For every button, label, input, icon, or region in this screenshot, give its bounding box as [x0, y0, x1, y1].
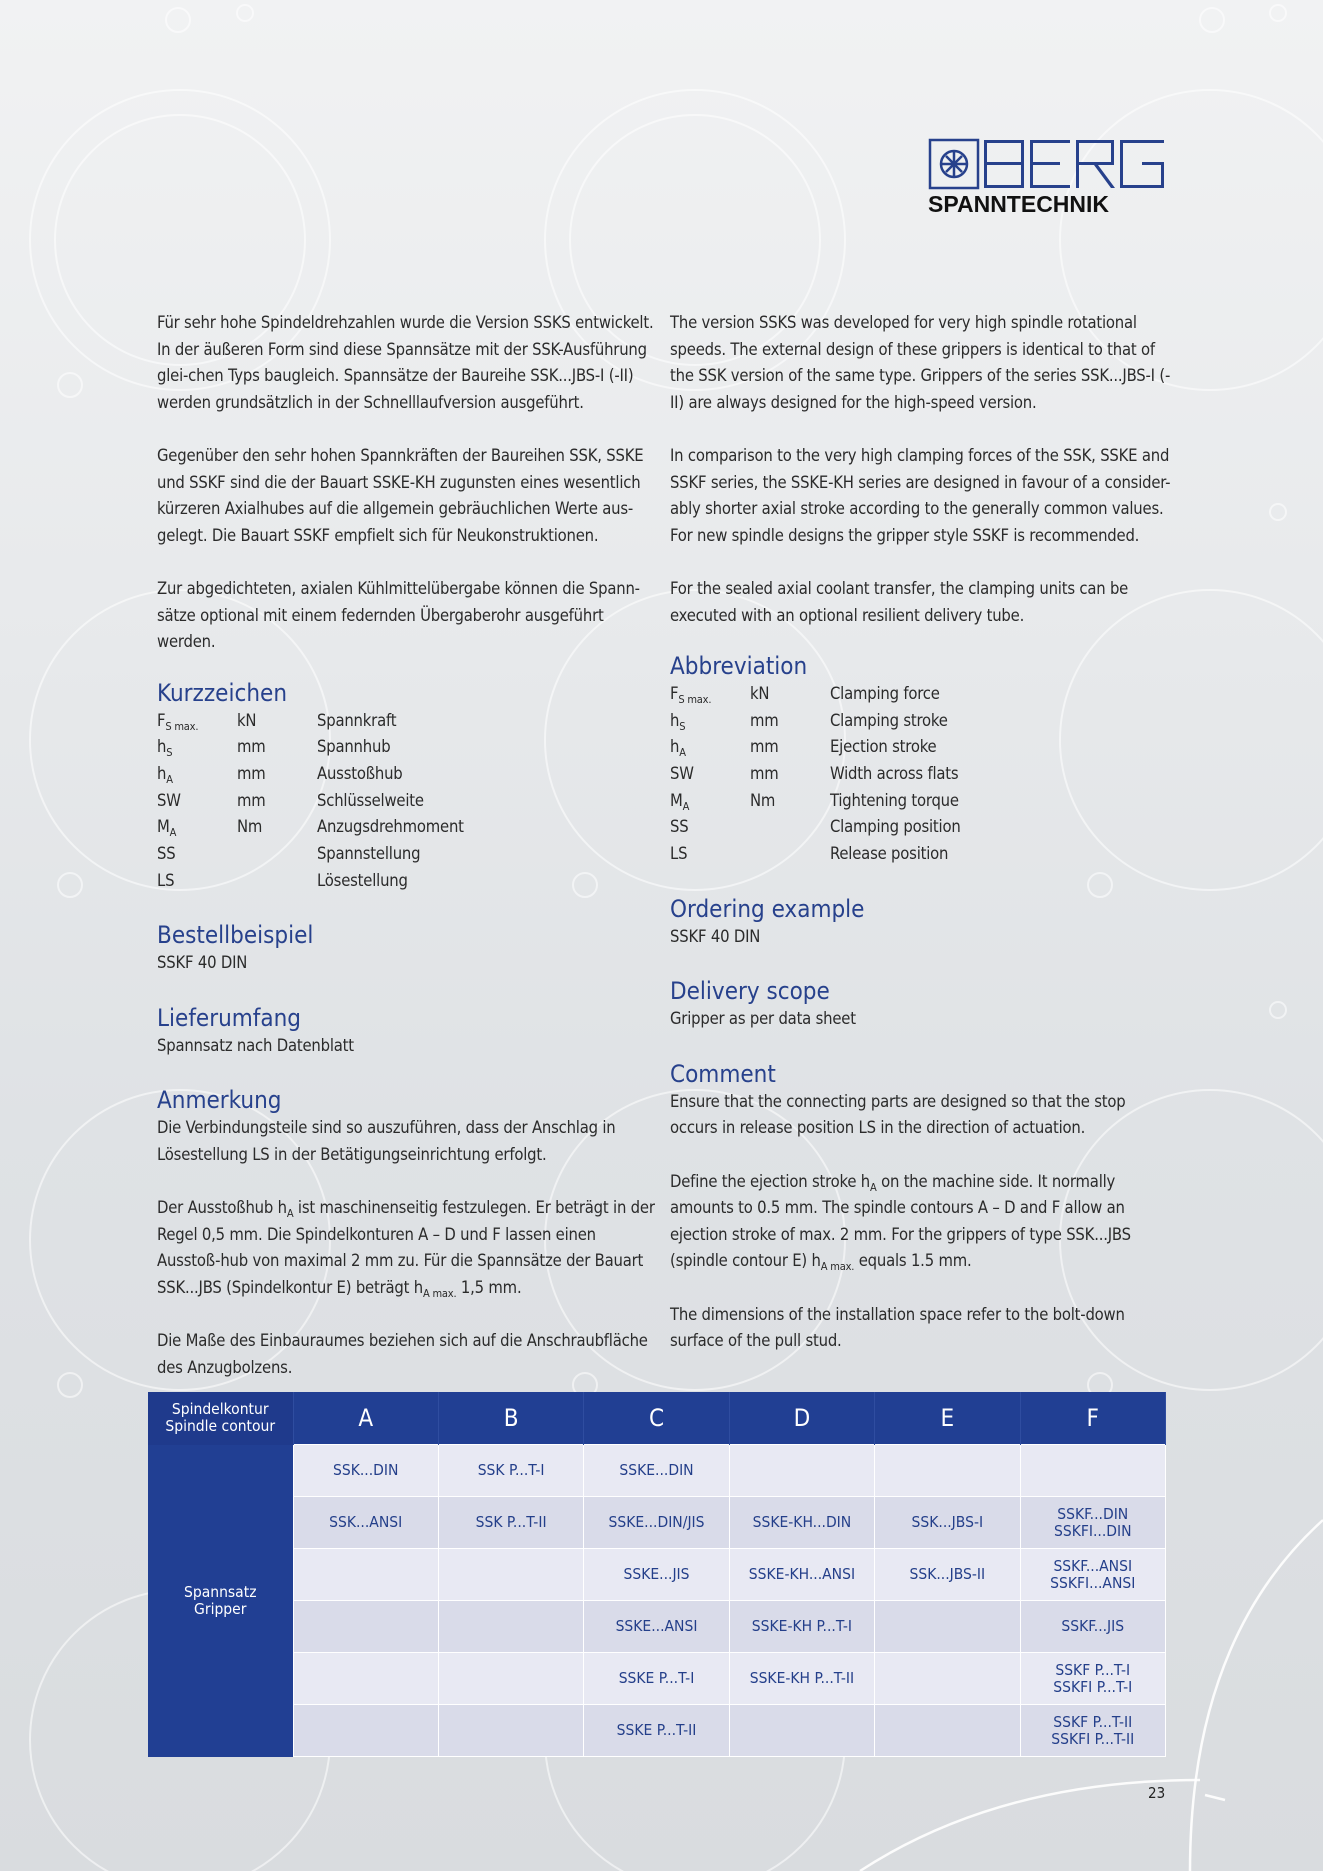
table-cell: SSKE...DIN/JIS [584, 1497, 729, 1549]
column-header-c: C [584, 1392, 729, 1445]
row-label-gripper: Spannsatz Gripper [148, 1445, 293, 1757]
de-paragraph-3: Zur abgedichteten, axialen Kühlmittelübergabe können die Spann-sätze optional mit einem federnden Übergaberohr ausgeführt werden. [157, 579, 640, 651]
table-cell: SSKE-KH P...T-I [729, 1601, 874, 1653]
de-abbr-symbol: SS [157, 843, 176, 863]
en-abbr-heading: Abbreviation [670, 652, 808, 680]
de-order-text: SSKF 40 DIN [157, 953, 248, 973]
table-row [148, 1653, 1166, 1705]
table-cell: SSK...DIN [293, 1445, 438, 1497]
en-order-heading: Ordering example [670, 894, 865, 923]
en-abbr-unit: mm [750, 710, 779, 730]
table-cell: SSKF P...T-II SSKFI P...T-II [1020, 1705, 1165, 1757]
table-cell [438, 1705, 583, 1757]
de-comment-1: Die Verbindungsteile sind so auszuführen, dass der Anschlag in Lösestellung LS in der Betätigungseinrichtung erfolgt. [157, 1118, 616, 1164]
en-abbr-desc: Release position [830, 844, 949, 864]
column-header-b: B [438, 1392, 583, 1445]
table-cell: SSKF P...T-I SSKFI P...T-I [1020, 1653, 1165, 1705]
de-comment-3: Die Maße des Einbauraumes beziehen sich auf die Anschraubfläche des Anzugbolzens. [157, 1331, 648, 1377]
en-abbr-unit: mm [750, 737, 779, 757]
table-row [148, 1497, 1166, 1549]
de-abbr-symbol: LS [157, 870, 175, 890]
table-cell: SSKF...JIS [1020, 1601, 1165, 1653]
en-abbr-symbol: SW [670, 764, 694, 784]
de-abbr-desc: Anzugsdrehmoment [317, 817, 464, 837]
table-cell: SSKF...DIN SSKFI...DIN [1020, 1497, 1165, 1549]
table-cell: SSKE-KH...DIN [729, 1497, 874, 1549]
de-comment-2: Der Ausstoßhub $h_A$ ist maschinenseitig festzulegen. Er beträgt in der Regel 0,5 mm. Die Spindelkonturen A – D und F lassen einen Ausstoß-hub von maximal 2 mm zu. Für die Spannsätze der Bauart SSK...JBS (Spindelkontur E) beträgt $h_{A max.}$ 1,5 mm. [157, 1198, 655, 1300]
en-paragraph-3: For the sealed axial coolant transfer, the clamping units can be executed with an optional resilient delivery tube. [670, 579, 1129, 625]
de-abbr-symbol: h [157, 737, 167, 757]
en-comment-2: Define the ejection stroke $h_A$ on the machine side. It normally amounts to 0.5 mm. The spindle contours A – D and F allow an ejection stroke of max. 2 mm. For the grippers of type SSK...JBS (spindle contour E) $h_{A max.}$ equals 1.5 mm. [670, 1171, 1131, 1274]
en-paragraph-2: In comparison to the very high clamping forces of the SSK, SSKE and SSKF series, the SSKE-KH series are designed in favour of a consider-ably shorter axial stroke according to the generally common values. For new spindle designs the gripper style SSKF is recommended. [670, 446, 1171, 545]
de-paragraph-2: Gegenüber den sehr hohen Spannkräften der Baureihen SSK, SSKE und SSKF sind die der Bauart SSKE-KH zugunsten eines wesentlich kürzeren Axialhubes auf die allgemein gebräuchlichen Werte aus-gelegt. Die Bauart SSKF empfielt sich für Neukonstruktionen. [157, 446, 644, 545]
de-abbr-unit [237, 841, 317, 868]
de-abbr-sub: A [169, 826, 177, 840]
en-abbr-sub: A [682, 799, 690, 813]
de-paragraph-1: Für sehr hohe Spindeldrehzahlen wurde die Version SSKS entwickelt. In der äußeren Form sind diese Spannsätze mit der SSK-Ausführung glei-chen Typs baugleich. Spannsätze der Baureihe SSK...JBS-I (-II) werden grundsätzlich in der Schnelllaufversion ausgeführt. [157, 313, 654, 412]
de-comment-heading: Anmerkung [157, 1086, 282, 1115]
en-abbr-desc: Clamping stroke [830, 710, 948, 730]
en-abbr-desc: Tightening torque [830, 790, 959, 810]
en-comment-1: Ensure that the connecting parts are designed so that the stop occurs in release position LS in the direction of actuation. [670, 1091, 1126, 1138]
table-header-row [148, 1392, 1166, 1445]
table-cell [729, 1705, 874, 1757]
english-column [670, 310, 1175, 1382]
de-abbr-unit: mm [237, 790, 266, 810]
en-abbr-desc: Width across flats [830, 764, 959, 784]
table-cell [438, 1653, 583, 1705]
de-abbr-desc: Spannkraft [317, 710, 397, 730]
de-abbr-desc: Lösestellung [317, 870, 408, 890]
table-cell: SSKE-KH P...T-II [729, 1653, 874, 1705]
en-comment-heading: Comment [670, 1059, 776, 1088]
table-cell: SSK...ANSI [293, 1497, 438, 1549]
de-delivery-text: Spannsatz nach Datenblatt [157, 1035, 354, 1055]
table-cell [293, 1705, 438, 1757]
german-column [157, 310, 657, 1408]
de-abbr-table [157, 708, 657, 895]
table-cell: SSKE P...T-II [584, 1705, 729, 1757]
en-abbr-sub: S [679, 719, 686, 733]
table-row [148, 1601, 1166, 1653]
table-row [148, 1549, 1166, 1601]
berg-logo [928, 138, 1168, 218]
de-abbr-desc: Schlüsselweite [317, 790, 424, 810]
de-abbr-unit: Nm [237, 817, 263, 837]
column-header-f: F [1020, 1392, 1165, 1445]
de-delivery-heading: Lieferumfang [157, 1003, 302, 1032]
page-number: 23 [1148, 1784, 1166, 1802]
table-cell [875, 1601, 1020, 1653]
table-cell [1020, 1445, 1165, 1497]
en-abbr-unit: kN [750, 684, 770, 703]
en-abbr-symbol: h [670, 710, 680, 730]
en-abbr-unit [750, 841, 830, 868]
table-cell [438, 1601, 583, 1653]
table-cell: SSK...JBS-II [875, 1549, 1020, 1601]
de-abbr-sub: S max. [165, 719, 199, 733]
en-abbr-sub: A [679, 746, 686, 760]
table-cell [293, 1601, 438, 1653]
de-abbr-unit: mm [237, 763, 266, 783]
table-cell: SSKE...ANSI [584, 1601, 729, 1653]
table-cell: SSKF...ANSI SSKFI...ANSI [1020, 1549, 1165, 1601]
en-abbr-symbol: h [670, 737, 680, 757]
en-abbr-table [670, 681, 1175, 868]
table-corner-header: Spindelkontur Spindle contour [148, 1392, 293, 1445]
en-abbr-symbol: SS [670, 817, 689, 837]
de-abbr-sub: S [166, 746, 173, 760]
de-abbr-symbol: SW [157, 790, 181, 810]
de-abbr-symbol: h [157, 763, 167, 783]
de-order-heading: Bestellbeispiel [157, 921, 314, 950]
table-cell: SSKE...DIN [584, 1445, 729, 1497]
de-abbr-symbol: M [157, 817, 170, 837]
table-row [148, 1445, 1166, 1497]
de-abbr-heading: Kurzzeichen [157, 678, 288, 707]
de-abbr-sub: A [166, 772, 173, 786]
table-row [148, 1705, 1166, 1757]
en-abbr-desc: Clamping position [830, 817, 961, 837]
table-cell [293, 1549, 438, 1601]
en-abbr-unit [750, 814, 830, 841]
table-cell: SSK P...T-II [438, 1497, 583, 1549]
en-order-text: SSKF 40 DIN [670, 926, 761, 946]
en-abbr-unit: mm [750, 764, 779, 784]
en-abbr-desc: Ejection stroke [830, 737, 937, 757]
table-cell [875, 1653, 1020, 1705]
table-cell: SSK P...T-I [438, 1445, 583, 1497]
table-cell [729, 1445, 874, 1497]
en-abbr-unit: Nm [750, 790, 776, 810]
en-paragraph-1: The version SSKS was developed for very high spindle rotational speeds. The external design of these grippers is identical to that of the SSK version of the same type. Grippers of the series SSK...JBS-I (-II) are always designed for the high-speed version. [670, 313, 1171, 412]
table-cell [875, 1705, 1020, 1757]
de-abbr-unit [237, 868, 317, 895]
de-abbr-desc: Spannstellung [317, 843, 421, 863]
de-abbr-desc: Ausstoßhub [317, 763, 403, 783]
table-cell: SSKE...JIS [584, 1549, 729, 1601]
de-abbr-desc: Spannhub [317, 737, 391, 757]
en-delivery-text: Gripper as per data sheet [670, 1009, 856, 1029]
de-abbr-unit: kN [237, 710, 257, 730]
column-header-a: A [293, 1392, 438, 1445]
table-cell [875, 1445, 1020, 1497]
column-header-e: E [875, 1392, 1020, 1445]
en-abbr-symbol: LS [670, 844, 688, 864]
logo-subtitle: SPANNTECHNIK [928, 191, 1110, 217]
en-abbr-symbol: F [670, 684, 679, 703]
de-abbr-unit: mm [237, 737, 266, 757]
spindle-contour-table [148, 1392, 1166, 1757]
en-abbr-desc: Clamping force [830, 684, 940, 703]
en-delivery-heading: Delivery scope [670, 977, 830, 1006]
en-abbr-symbol: M [670, 790, 683, 810]
table-cell [438, 1549, 583, 1601]
en-abbr-sub: S max. [678, 693, 712, 706]
column-header-d: D [729, 1392, 874, 1445]
table-cell: SSK...JBS-I [875, 1497, 1020, 1549]
table-cell [293, 1653, 438, 1705]
table-cell: SSKE P...T-I [584, 1653, 729, 1705]
de-abbr-symbol: F [157, 710, 166, 730]
table-cell: SSKE-KH...ANSI [729, 1549, 874, 1601]
en-comment-3: The dimensions of the installation space refer to the bolt-down surface of the pull stud. [670, 1304, 1125, 1351]
